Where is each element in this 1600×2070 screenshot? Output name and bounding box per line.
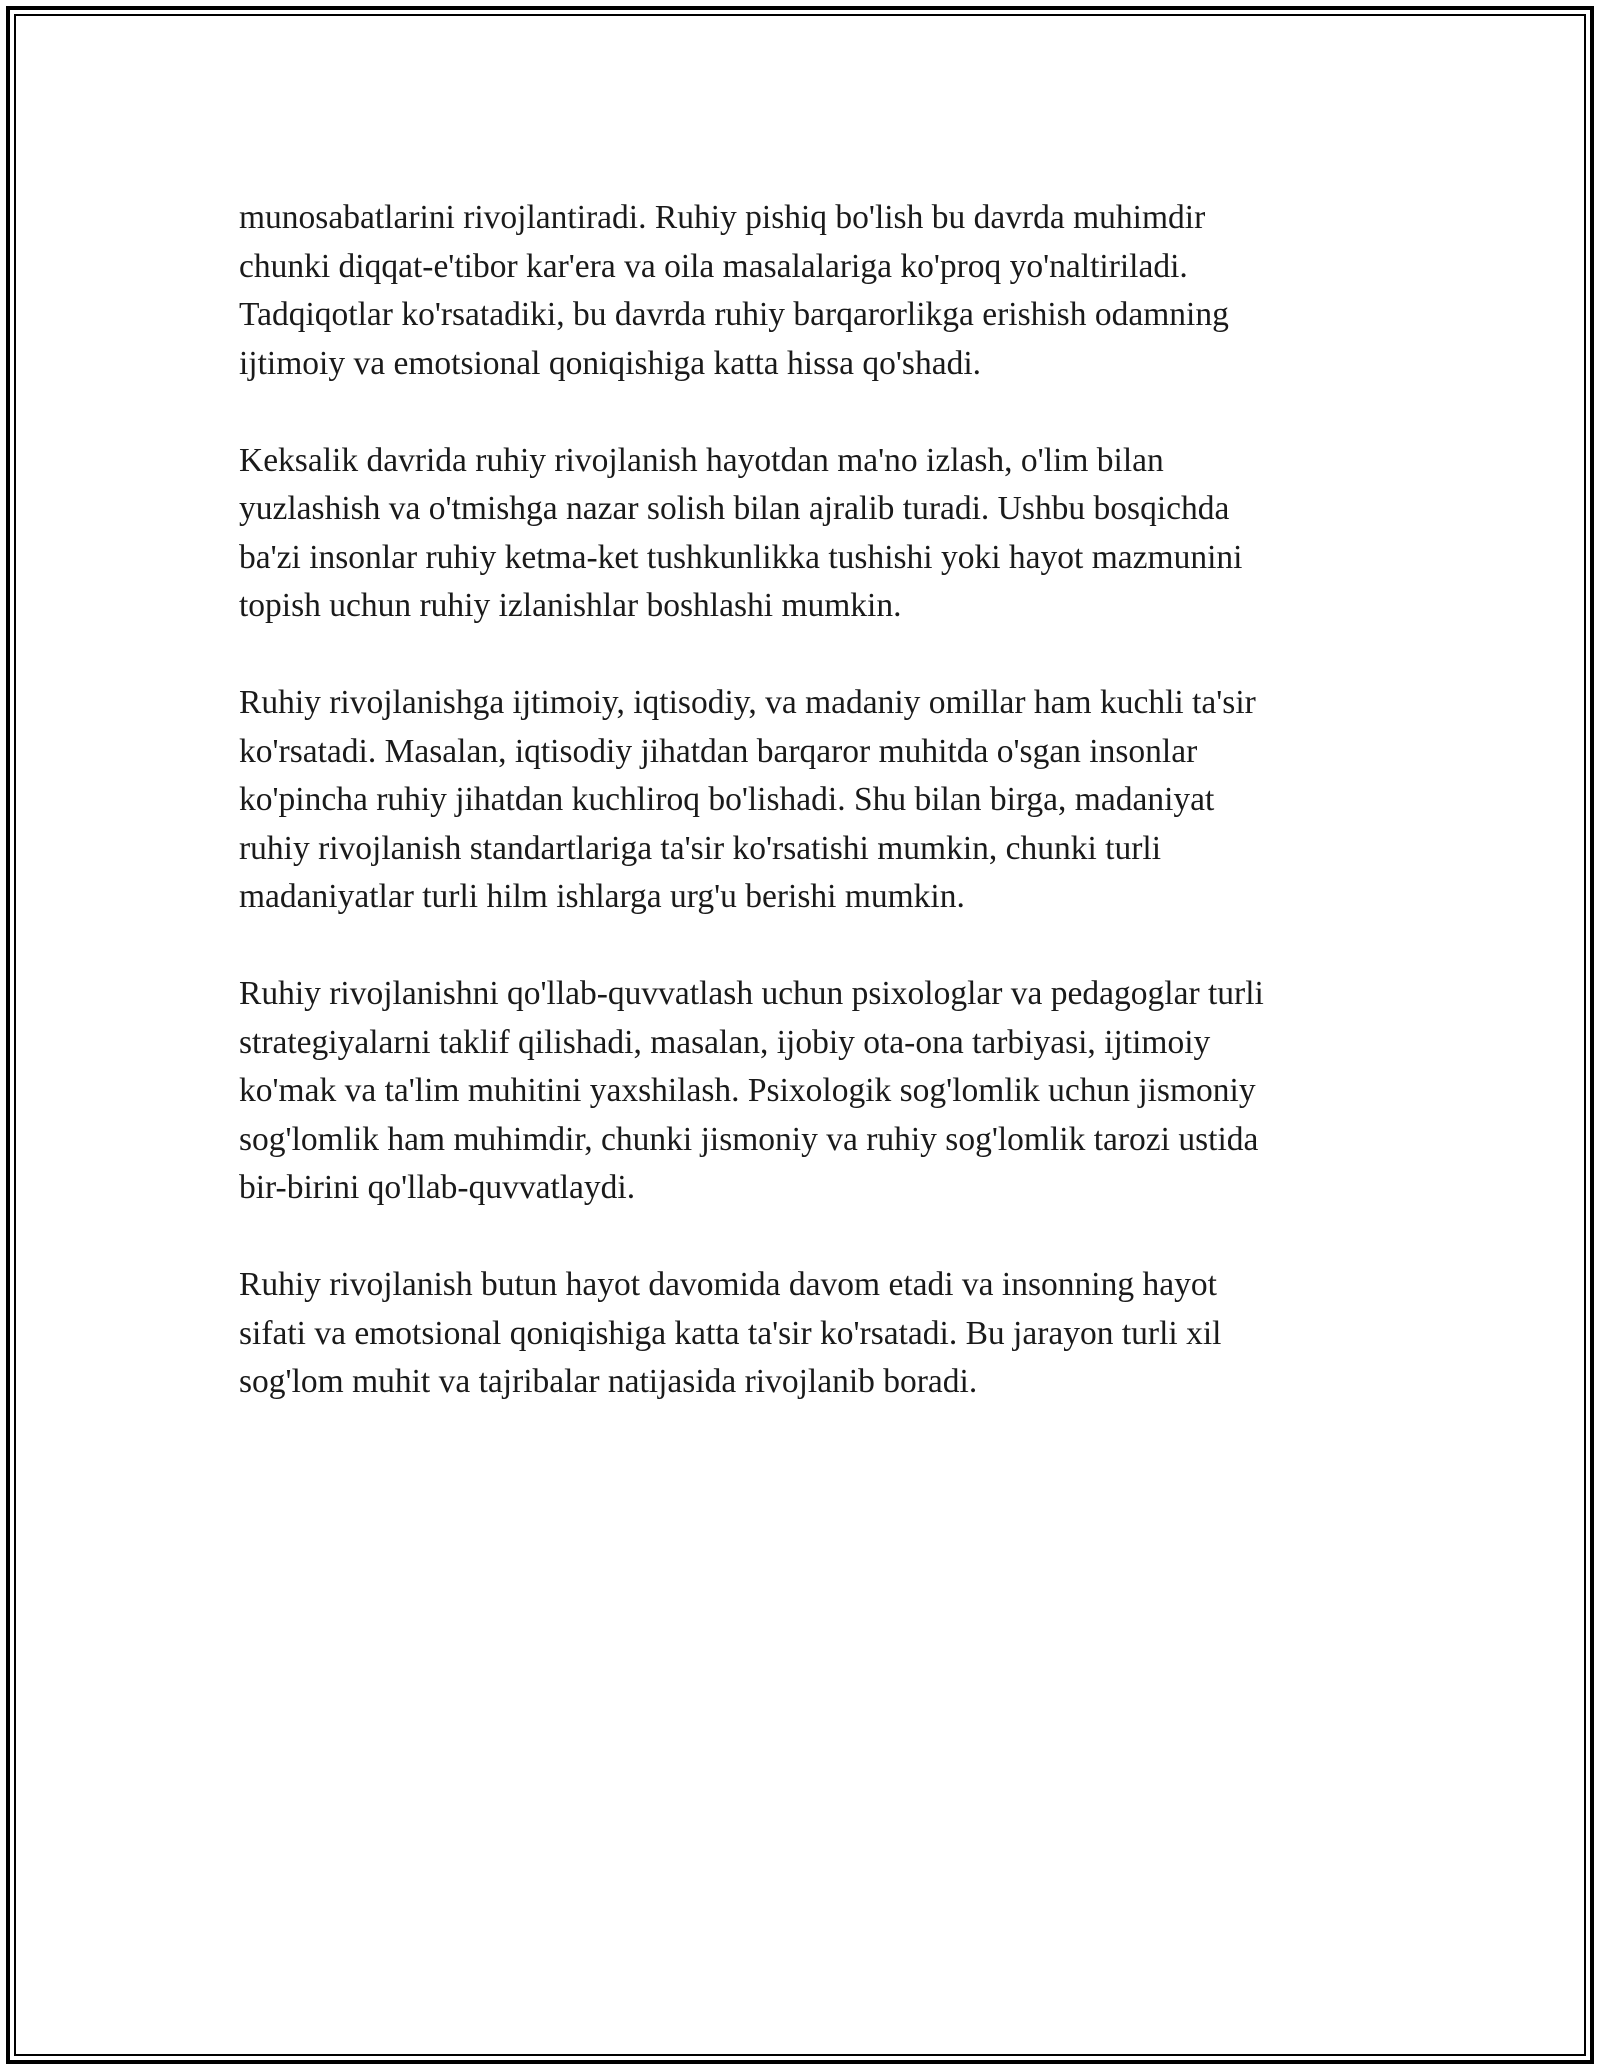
text-line: madaniyatlar turli hilm ishlarga urg'u berishi mumkin. <box>239 878 965 915</box>
text-line: ruhiy rivojlanish standartlariga ta'sir ko'rsatishi mumkin, chunki turli <box>239 829 1162 867</box>
text-line: ko'pincha ruhiy jihatdan kuchliroq bo'lishadi. Shu bilan birga, madaniyat <box>239 781 1215 818</box>
text-line: Tadqiqotlar ko'rsatadiki, bu davrda ruhiy barqarorlikga erishish odamning <box>239 296 1229 333</box>
paragraph-2 <box>239 437 1399 631</box>
text-line: ko'mak va ta'lim muhitini yaxshilash. Psixologik sog'lomlik uchun jismoniy <box>239 1072 1256 1109</box>
text-line: ba'zi insonlar ruhiy ketma-ket tushkunlikka tushishi yoki hayot mazmunini <box>239 538 1243 576</box>
text-line: Ruhiy rivojlanishga ijtimoiy, iqtisodiy, va madaniy omillar ham kuchli ta'sir <box>239 684 1256 721</box>
text-line: chunki diqqat-e'tibor kar'era va oila masalalariga ko'proq yo'naltiriladi. <box>239 247 1188 285</box>
document-body <box>239 194 1399 1455</box>
text-line: topish uchun ruhiy izlanishlar boshlashi mumkin. <box>239 587 902 624</box>
text-line: yuzlashish va o'tmishga nazar solish bilan ajralib turadi. Ushbu bosqichda <box>239 490 1230 527</box>
text-line: sifati va emotsional qoniqishiga katta ta'sir ko'rsatadi. Bu jarayon turli xil <box>239 1314 1222 1352</box>
text-line: ko'rsatadi. Masalan, iqtisodiy jihatdan barqaror muhitda o'sgan insonlar <box>239 732 1198 770</box>
text-line: Ruhiy rivojlanishni qo'llab-quvvatlash uchun psixologlar va pedagoglar turli <box>239 975 1264 1012</box>
page-frame <box>6 6 1594 2064</box>
text-line: munosabatlarini rivojlantiradi. Ruhiy pishiq bo'lish bu davrda muhimdir <box>239 199 1206 236</box>
text-line: sog'lomlik ham muhimdir, chunki jismoniy va ruhiy sog'lomlik tarozi ustida <box>239 1120 1259 1158</box>
text-line: bir-birini qo'llab-quvvatlaydi. <box>239 1169 636 1206</box>
paragraph-1 <box>239 194 1399 388</box>
text-line: sog'lom muhit va tajribalar natijasida rivojlanib boradi. <box>239 1363 978 1400</box>
paragraph-3 <box>239 679 1399 922</box>
text-line: ijtimoiy va emotsional qoniqishiga katta hissa qo'shadi. <box>239 344 982 382</box>
text-line: Ruhiy rivojlanish butun hayot davomida davom etadi va insonning hayot <box>239 1266 1217 1303</box>
paragraph-5 <box>239 1261 1399 1407</box>
text-line: strategiyalarni taklif qilishadi, masalan, ijobiy ota-ona tarbiyasi, ijtimoiy <box>239 1023 1211 1061</box>
text-line: Keksalik davrida ruhiy rivojlanish hayotdan ma'no izlash, o'lim bilan <box>239 441 1164 479</box>
paragraph-4 <box>239 970 1399 1213</box>
